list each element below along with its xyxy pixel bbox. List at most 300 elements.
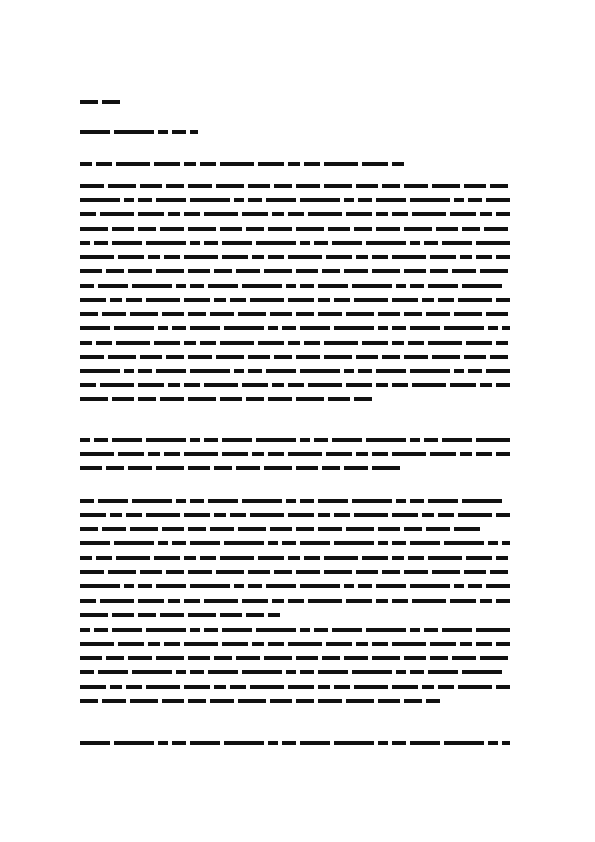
text-fragment	[314, 438, 328, 442]
text-fragment	[356, 184, 378, 188]
text-fragment	[358, 198, 372, 202]
text-fragment	[392, 642, 426, 646]
text-fragment	[454, 369, 464, 373]
text-fragment	[344, 369, 354, 373]
text-fragment	[80, 685, 106, 689]
text-fragment	[204, 628, 218, 632]
text-fragment	[204, 241, 218, 245]
text-fragment	[334, 513, 350, 517]
text-fragment	[116, 162, 150, 166]
text-fragment	[372, 452, 388, 456]
text-fragment	[160, 613, 184, 617]
text-fragment	[490, 184, 508, 188]
text-fragment	[354, 685, 388, 689]
text-fragment	[268, 397, 292, 401]
text-fragment	[324, 341, 358, 345]
text-fragment	[256, 438, 296, 442]
text-fragment	[404, 184, 428, 188]
text-fragment	[476, 452, 492, 456]
text-fragment	[100, 599, 134, 603]
text-fragment	[268, 642, 284, 646]
text-fragment	[214, 656, 232, 660]
text-fragment	[80, 298, 106, 302]
text-fragment	[354, 227, 372, 231]
text-fragment	[220, 613, 242, 617]
text-fragment	[300, 541, 330, 545]
text-fragment	[464, 355, 486, 359]
text-fragment	[94, 438, 108, 442]
text-fragment	[460, 255, 472, 259]
text-fragment	[200, 341, 216, 345]
text-fragment	[452, 269, 476, 273]
text-fragment	[140, 184, 162, 188]
text-fragment	[332, 241, 362, 245]
text-fragment	[80, 741, 110, 745]
text-fragment	[98, 670, 128, 674]
text-fragment	[190, 628, 200, 632]
text-fragment	[300, 741, 330, 745]
text-fragment	[362, 341, 388, 345]
text-fragment	[424, 241, 438, 245]
text-fragment	[156, 584, 186, 588]
text-fragment	[334, 541, 374, 545]
text-fragment	[430, 255, 456, 259]
text-fragment	[154, 162, 180, 166]
text-fragment	[288, 556, 300, 560]
text-fragment	[378, 541, 388, 545]
text-fragment	[496, 513, 510, 517]
text-fragment	[208, 670, 238, 674]
text-fragment	[468, 198, 482, 202]
text-fragment	[296, 269, 318, 273]
text-fragment	[274, 184, 292, 188]
text-fragment	[354, 513, 388, 517]
text-fragment	[80, 466, 102, 470]
text-fragment	[190, 130, 198, 134]
text-fragment	[246, 227, 264, 231]
text-fragment	[184, 452, 218, 456]
text-fragment	[422, 298, 434, 302]
text-fragment	[234, 369, 244, 373]
text-fragment	[404, 355, 428, 359]
text-fragment	[114, 541, 154, 545]
text-fragment	[462, 499, 502, 503]
text-fragment	[100, 212, 134, 216]
text-fragment	[252, 642, 264, 646]
text-fragment	[102, 527, 126, 531]
text-fragment	[188, 397, 216, 401]
text-fragment	[138, 369, 152, 373]
text-fragment	[160, 227, 184, 231]
text-fragment	[296, 397, 324, 401]
text-fragment	[334, 685, 350, 689]
text-fragment	[392, 326, 406, 330]
text-fragment	[188, 656, 210, 660]
text-fragment	[132, 499, 172, 503]
text-fragment	[362, 556, 388, 560]
text-fragment	[392, 452, 426, 456]
text-fragment	[224, 326, 264, 330]
text-fragment	[156, 269, 184, 273]
text-fragment	[168, 599, 180, 603]
text-fragment	[296, 570, 320, 574]
text-fragment	[322, 466, 340, 470]
text-fragment	[270, 312, 292, 316]
text-fragment	[352, 670, 392, 674]
text-fragment	[476, 241, 510, 245]
text-fragment	[214, 466, 232, 470]
text-fragment	[230, 298, 246, 302]
text-fragment	[188, 613, 216, 617]
text-fragment	[184, 513, 210, 517]
text-fragment	[438, 513, 454, 517]
text-fragment	[80, 269, 102, 273]
text-fragment	[288, 341, 300, 345]
text-fragment	[222, 438, 252, 442]
text-fragment	[366, 438, 406, 442]
text-fragment	[188, 184, 212, 188]
text-fragment	[502, 741, 510, 745]
text-fragment	[318, 312, 342, 316]
text-fragment	[126, 513, 142, 517]
text-fragment	[242, 284, 282, 288]
text-fragment	[496, 599, 510, 603]
text-fragment	[410, 241, 420, 245]
text-fragment	[462, 670, 502, 674]
text-fragment	[80, 312, 98, 316]
text-fragment	[96, 556, 112, 560]
text-fragment	[204, 212, 238, 216]
text-fragment	[188, 227, 216, 231]
text-fragment	[328, 397, 350, 401]
text-fragment	[356, 642, 368, 646]
text-fragment	[268, 227, 292, 231]
text-fragment	[318, 685, 330, 689]
text-fragment	[140, 355, 162, 359]
text-fragment	[410, 284, 424, 288]
text-fragment	[188, 312, 206, 316]
text-fragment	[238, 527, 266, 531]
text-fragment	[154, 341, 180, 345]
text-fragment	[372, 466, 400, 470]
text-fragment	[430, 452, 456, 456]
text-fragment	[288, 162, 300, 166]
text-fragment	[438, 685, 454, 689]
text-fragment	[220, 162, 254, 166]
text-fragment	[268, 741, 278, 745]
text-fragment	[80, 397, 108, 401]
text-fragment	[116, 341, 150, 345]
text-fragment	[318, 298, 330, 302]
text-fragment	[490, 570, 508, 574]
text-fragment	[502, 326, 510, 330]
text-fragment	[130, 527, 158, 531]
text-fragment	[234, 198, 244, 202]
text-fragment	[392, 541, 406, 545]
text-fragment	[252, 452, 264, 456]
text-fragment	[242, 670, 282, 674]
text-fragment	[432, 570, 460, 574]
text-fragment	[308, 383, 342, 387]
text-fragment	[324, 162, 358, 166]
text-fragment	[436, 227, 458, 231]
text-fragment	[138, 599, 164, 603]
text-fragment	[496, 212, 510, 216]
text-fragment	[382, 570, 400, 574]
text-fragment	[396, 670, 406, 674]
text-fragment	[108, 355, 136, 359]
text-fragment	[288, 212, 304, 216]
text-fragment	[352, 499, 392, 503]
text-fragment	[172, 130, 186, 134]
text-fragment	[268, 452, 284, 456]
text-fragment	[250, 513, 284, 517]
text-fragment	[158, 326, 168, 330]
text-fragment	[324, 556, 358, 560]
text-fragment	[248, 184, 270, 188]
text-fragment	[222, 452, 248, 456]
text-fragment	[108, 570, 136, 574]
text-fragment	[124, 584, 134, 588]
text-fragment	[80, 198, 120, 202]
text-fragment	[372, 269, 400, 273]
text-fragment	[408, 556, 424, 560]
text-fragment	[188, 570, 212, 574]
text-fragment	[256, 241, 296, 245]
text-fragment	[80, 284, 94, 288]
text-fragment	[274, 570, 292, 574]
text-fragment	[128, 656, 152, 660]
text-fragment	[376, 369, 406, 373]
text-fragment	[376, 599, 388, 603]
text-fragment	[288, 513, 314, 517]
text-fragment	[318, 527, 342, 531]
text-fragment	[412, 383, 446, 387]
text-fragment	[466, 556, 492, 560]
text-fragment	[236, 656, 260, 660]
text-fragment	[378, 741, 388, 745]
text-fragment	[296, 527, 314, 531]
text-fragment	[184, 341, 196, 345]
text-fragment	[308, 212, 342, 216]
text-fragment	[190, 284, 204, 288]
text-fragment	[372, 642, 388, 646]
text-fragment	[404, 312, 422, 316]
text-fragment	[110, 298, 122, 302]
text-fragment	[426, 527, 450, 531]
text-fragment	[164, 642, 180, 646]
text-fragment	[100, 383, 134, 387]
text-fragment	[314, 241, 328, 245]
text-fragment	[322, 269, 340, 273]
text-fragment	[80, 656, 102, 660]
text-fragment	[352, 284, 392, 288]
text-fragment	[162, 312, 184, 316]
text-fragment	[282, 741, 296, 745]
text-fragment	[184, 212, 200, 216]
text-fragment	[356, 570, 378, 574]
text-fragment	[176, 284, 186, 288]
text-fragment	[428, 499, 458, 503]
text-fragment	[138, 613, 156, 617]
text-fragment	[80, 642, 114, 646]
text-fragment	[346, 312, 374, 316]
text-fragment	[132, 670, 172, 674]
text-fragment	[190, 670, 204, 674]
text-fragment	[102, 312, 126, 316]
text-fragment	[442, 241, 472, 245]
text-fragment	[356, 355, 378, 359]
text-fragment	[146, 241, 186, 245]
text-fragment	[424, 438, 438, 442]
text-fragment	[404, 527, 422, 531]
text-fragment	[326, 452, 352, 456]
text-fragment	[282, 326, 296, 330]
text-fragment	[80, 613, 108, 617]
text-fragment	[486, 198, 510, 202]
text-fragment	[98, 499, 128, 503]
text-fragment	[286, 499, 296, 503]
text-fragment	[490, 355, 508, 359]
text-fragment	[216, 570, 244, 574]
text-fragment	[80, 556, 92, 560]
text-fragment	[188, 355, 212, 359]
text-fragment	[224, 741, 264, 745]
text-fragment	[158, 130, 168, 134]
text-fragment	[296, 312, 314, 316]
text-fragment	[396, 284, 406, 288]
text-fragment	[288, 383, 304, 387]
text-fragment	[190, 438, 200, 442]
text-fragment	[190, 369, 230, 373]
text-fragment	[236, 269, 260, 273]
text-fragment	[222, 628, 252, 632]
text-fragment	[392, 383, 408, 387]
text-fragment	[488, 741, 498, 745]
text-fragment	[428, 556, 462, 560]
text-fragment	[496, 452, 510, 456]
text-fragment	[496, 383, 510, 387]
text-fragment	[266, 369, 296, 373]
text-fragment	[172, 326, 186, 330]
text-fragment	[410, 670, 424, 674]
text-fragment	[190, 326, 220, 330]
text-fragment	[176, 670, 186, 674]
text-fragment	[454, 198, 464, 202]
text-fragment	[118, 642, 144, 646]
text-fragment	[168, 383, 180, 387]
text-fragment	[466, 341, 492, 345]
text-fragment	[164, 452, 180, 456]
text-fragment	[80, 584, 120, 588]
text-fragment	[314, 628, 328, 632]
text-fragment	[496, 341, 508, 345]
text-fragment	[128, 269, 152, 273]
text-fragment	[334, 741, 374, 745]
text-fragment	[114, 741, 154, 745]
text-fragment	[486, 312, 508, 316]
text-fragment	[358, 584, 372, 588]
text-fragment	[410, 198, 450, 202]
text-fragment	[118, 452, 144, 456]
text-fragment	[300, 369, 340, 373]
text-fragment	[372, 255, 388, 259]
text-fragment	[184, 685, 210, 689]
text-fragment	[148, 642, 160, 646]
text-fragment	[356, 452, 368, 456]
text-fragment	[378, 527, 400, 531]
text-fragment	[80, 499, 94, 503]
text-fragment	[326, 255, 352, 259]
text-fragment	[184, 162, 196, 166]
text-fragment	[124, 369, 134, 373]
text-fragment	[272, 383, 284, 387]
text-fragment	[138, 584, 152, 588]
text-fragment	[168, 212, 180, 216]
text-fragment	[442, 628, 472, 632]
text-fragment	[166, 570, 184, 574]
text-fragment	[268, 326, 278, 330]
text-fragment	[214, 298, 226, 302]
text-fragment	[94, 241, 108, 245]
text-fragment	[80, 241, 90, 245]
text-fragment	[378, 699, 400, 703]
text-fragment	[248, 198, 262, 202]
text-fragment	[164, 255, 180, 259]
text-fragment	[146, 628, 186, 632]
text-fragment	[334, 326, 374, 330]
text-fragment	[242, 599, 268, 603]
text-fragment	[216, 355, 244, 359]
text-fragment	[392, 556, 404, 560]
text-fragment	[118, 255, 144, 259]
text-fragment	[450, 212, 476, 216]
text-fragment	[428, 284, 458, 288]
text-fragment	[344, 269, 368, 273]
text-fragment	[216, 184, 244, 188]
text-fragment	[296, 656, 318, 660]
text-fragment	[476, 642, 492, 646]
text-fragment	[184, 556, 196, 560]
text-fragment	[114, 326, 154, 330]
text-fragment	[392, 162, 404, 166]
text-fragment	[468, 584, 482, 588]
text-fragment	[376, 227, 400, 231]
text-fragment	[300, 326, 330, 330]
text-fragment	[112, 397, 134, 401]
text-fragment	[422, 513, 434, 517]
text-fragment	[480, 269, 508, 273]
text-fragment	[160, 397, 184, 401]
text-fragment	[410, 541, 440, 545]
text-fragment	[300, 284, 314, 288]
text-fragment	[106, 269, 124, 273]
text-fragment	[176, 499, 186, 503]
text-fragment	[308, 599, 342, 603]
text-fragment	[376, 383, 388, 387]
text-fragment	[408, 341, 424, 345]
text-fragment	[224, 541, 264, 545]
text-fragment	[464, 184, 486, 188]
text-fragment	[266, 198, 296, 202]
text-fragment	[444, 326, 484, 330]
text-fragment	[288, 452, 322, 456]
text-fragment	[80, 162, 92, 166]
text-fragment	[214, 269, 232, 273]
text-fragment	[190, 541, 220, 545]
text-fragment	[138, 227, 156, 231]
text-fragment	[158, 741, 168, 745]
